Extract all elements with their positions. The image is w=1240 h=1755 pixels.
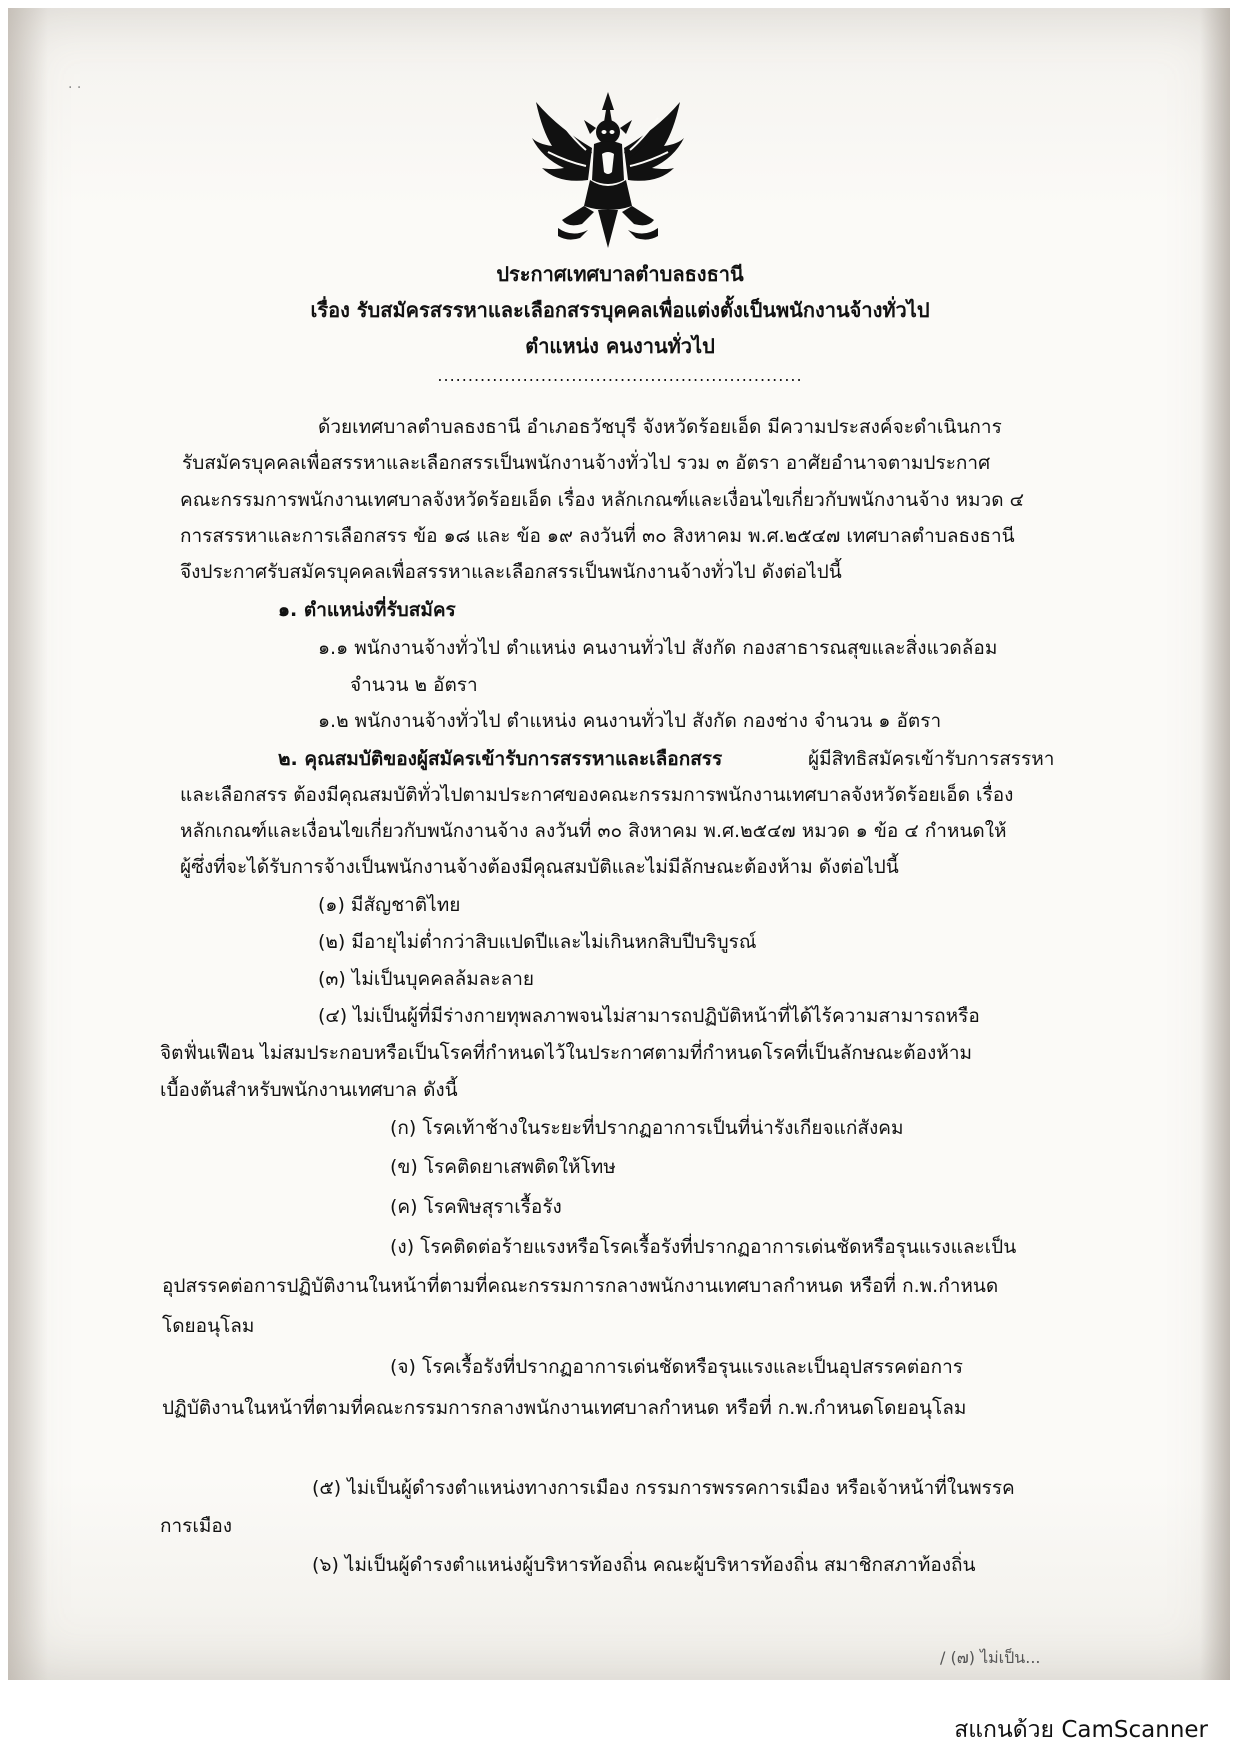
section-1-1-count: จำนวน ๒ อัตรา [350,674,478,696]
qualification-5-line-2: การเมือง [160,1515,233,1537]
section-2-heading: ๒. คุณสมบัติของผู้สมัครเข้ารับการสรรหาและเลือกสรร [278,748,723,770]
section-2-line-1: ผู้มีสิทธิสมัครเข้ารับการสรรหา [808,748,1055,770]
announcement-position: ตำแหน่ง คนงานทั่วไป [525,334,715,358]
section-1-2: ๑.๒ พนักงานจ้างทั่วไป ตำแหน่ง คนงานทั่วไป สังกัด กองช่าง จำนวน ๑ อัตรา [318,710,942,732]
body-line-5: จึงประกาศรับสมัครบุคคลเพื่อสรรหาและเลือกสรรเป็นพนักงานจ้างทั่วไป ดังต่อไปนี้ [180,561,842,583]
garuda-emblem-icon [528,88,688,253]
qualification-4-line-2: จิตฟั่นเฟือน ไม่สมประกอบหรือเป็นโรคที่กำหนดไว้ในประกาศตามที่กำหนดโรคที่เป็นลักษณะต้องห้าม [160,1042,973,1064]
disease-b: (ข) โรคติดยาเสพติดให้โทษ [390,1156,616,1178]
announcement-subject: เรื่อง รับสมัครสรรหาและเลือกสรรบุคคลเพื่อแต่งตั้งเป็นพนักงานจ้างทั่วไป [310,298,930,322]
qualification-5: (๕) ไม่เป็นผู้ดำรงตำแหน่งทางการเมือง กรรมการพรรคการเมือง หรือเจ้าหน้าที่ในพรรค [312,1477,1015,1499]
qualification-1: (๑) มีสัญชาติไทย [318,894,461,916]
qualification-3: (๓) ไม่เป็นบุคคลล้มละลาย [318,968,535,990]
body-line-4: การสรรหาและการเลือกสรร ข้อ ๑๘ และ ข้อ ๑๙ ลงวันที่ ๓๐ สิงหาคม พ.ศ.๒๕๔๗ เทศบาลตำบลธงธานี [180,525,1015,547]
separator-dots: ............................................................ [437,366,803,385]
disease-d-line-2: อุปสรรคต่อการปฏิบัติงานในหน้าที่ตามที่คณะกรรมการกลางพนักงานเทศบาลกำหนด หรือที่ ก.พ.กำหนด [162,1275,999,1297]
body-line-1: ด้วยเทศบาลตำบลธงธานี อำเภอธวัชบุรี จังหวัดร้อยเอ็ด มีความประสงค์จะดำเนินการ [318,416,1002,438]
section-1-heading: ๑. ตำแหน่งที่รับสมัคร [278,599,456,621]
disease-e: (จ) โรคเรื้อรังที่ปรากฏอาการเด่นชัดหรือรุนแรงและเป็นอุปสรรคต่อการ [390,1356,963,1378]
disease-d-line-3: โดยอนุโลม [162,1315,255,1337]
disease-e-line-2: ปฏิบัติงานในหน้าที่ตามที่คณะกรรมการกลางพนักงานเทศบาลกำหนด หรือที่ ก.พ.กำหนดโดยอนุโลม [162,1397,967,1419]
disease-a: (ก) โรคเท้าช้างในระยะที่ปรากฏอาการเป็นที่น่ารังเกียจแก่สังคม [390,1117,904,1139]
section-2-line-4: ผู้ซึ่งที่จะได้รับการจ้างเป็นพนักงานจ้างต้องมีคุณสมบัติและไม่มีลักษณะต้องห้าม ดังต่อไปนี้ [180,856,899,878]
qualification-6: (๖) ไม่เป็นผู้ดำรงตำแหน่งผู้บริหารท้องถิ่น คณะผู้บริหารท้องถิ่น สมาชิกสภาท้องถิ่น [312,1554,976,1576]
qualification-4-line-3: เบื้องต้นสำหรับพนักงานเทศบาล ดังนี้ [160,1079,458,1101]
disease-c: (ค) โรคพิษสุราเรื้อรัง [390,1196,562,1218]
continuation-note: / (๗) ไม่เป็น... [940,1648,1041,1667]
section-1-1: ๑.๑ พนักงานจ้างทั่วไป ตำแหน่ง คนงานทั่วไป สังกัด กองสาธารณสุขและสิ่งแวดล้อม [318,637,998,659]
stray-mark: · · [68,80,82,96]
announcement-title: ประกาศเทศบาลตำบลธงธานี [496,262,744,286]
qualification-4: (๔) ไม่เป็นผู้ที่มีร่างกายทุพลภาพจนไม่สามารถปฏิบัติหน้าที่ได้ไร้ความสามารถหรือ [318,1005,980,1027]
section-2-line-2: และเลือกสรร ต้องมีคุณสมบัติทั่วไปตามประกาศของคณะกรรมการพนักงานเทศบาลจังหวัดร้อยเอ็ด เรื่อง [180,784,1014,806]
section-2-line-3: หลักเกณฑ์และเงื่อนไขเกี่ยวกับพนักงานจ้าง ลงวันที่ ๓๐ สิงหาคม พ.ศ.๒๕๔๗ หมวด ๑ ข้อ ๔ กำหนดให้ [180,820,1007,842]
qualification-2: (๒) มีอายุไม่ต่ำกว่าสิบแปดปีและไม่เกินหกสิบปีบริบูรณ์ [318,931,757,953]
camscanner-watermark: สแกนด้วย CamScanner [954,1717,1208,1743]
body-line-3: คณะกรรมการพนักงานเทศบาลจังหวัดร้อยเอ็ด เรื่อง หลักเกณฑ์และเงื่อนไขเกี่ยวกับพนักงานจ้าง หมวด ๔ [180,489,1024,511]
body-line-2: รับสมัครบุคคลเพื่อสรรหาและเลือกสรรเป็นพนักงานจ้างทั่วไป รวม ๓ อัตรา อาศัยอำนาจตามประกาศ [182,452,991,474]
disease-d: (ง) โรคติดต่อร้ายแรงหรือโรคเรื้อรังที่ปรากฏอาการเด่นชัดหรือรุนแรงและเป็น [390,1236,1017,1258]
